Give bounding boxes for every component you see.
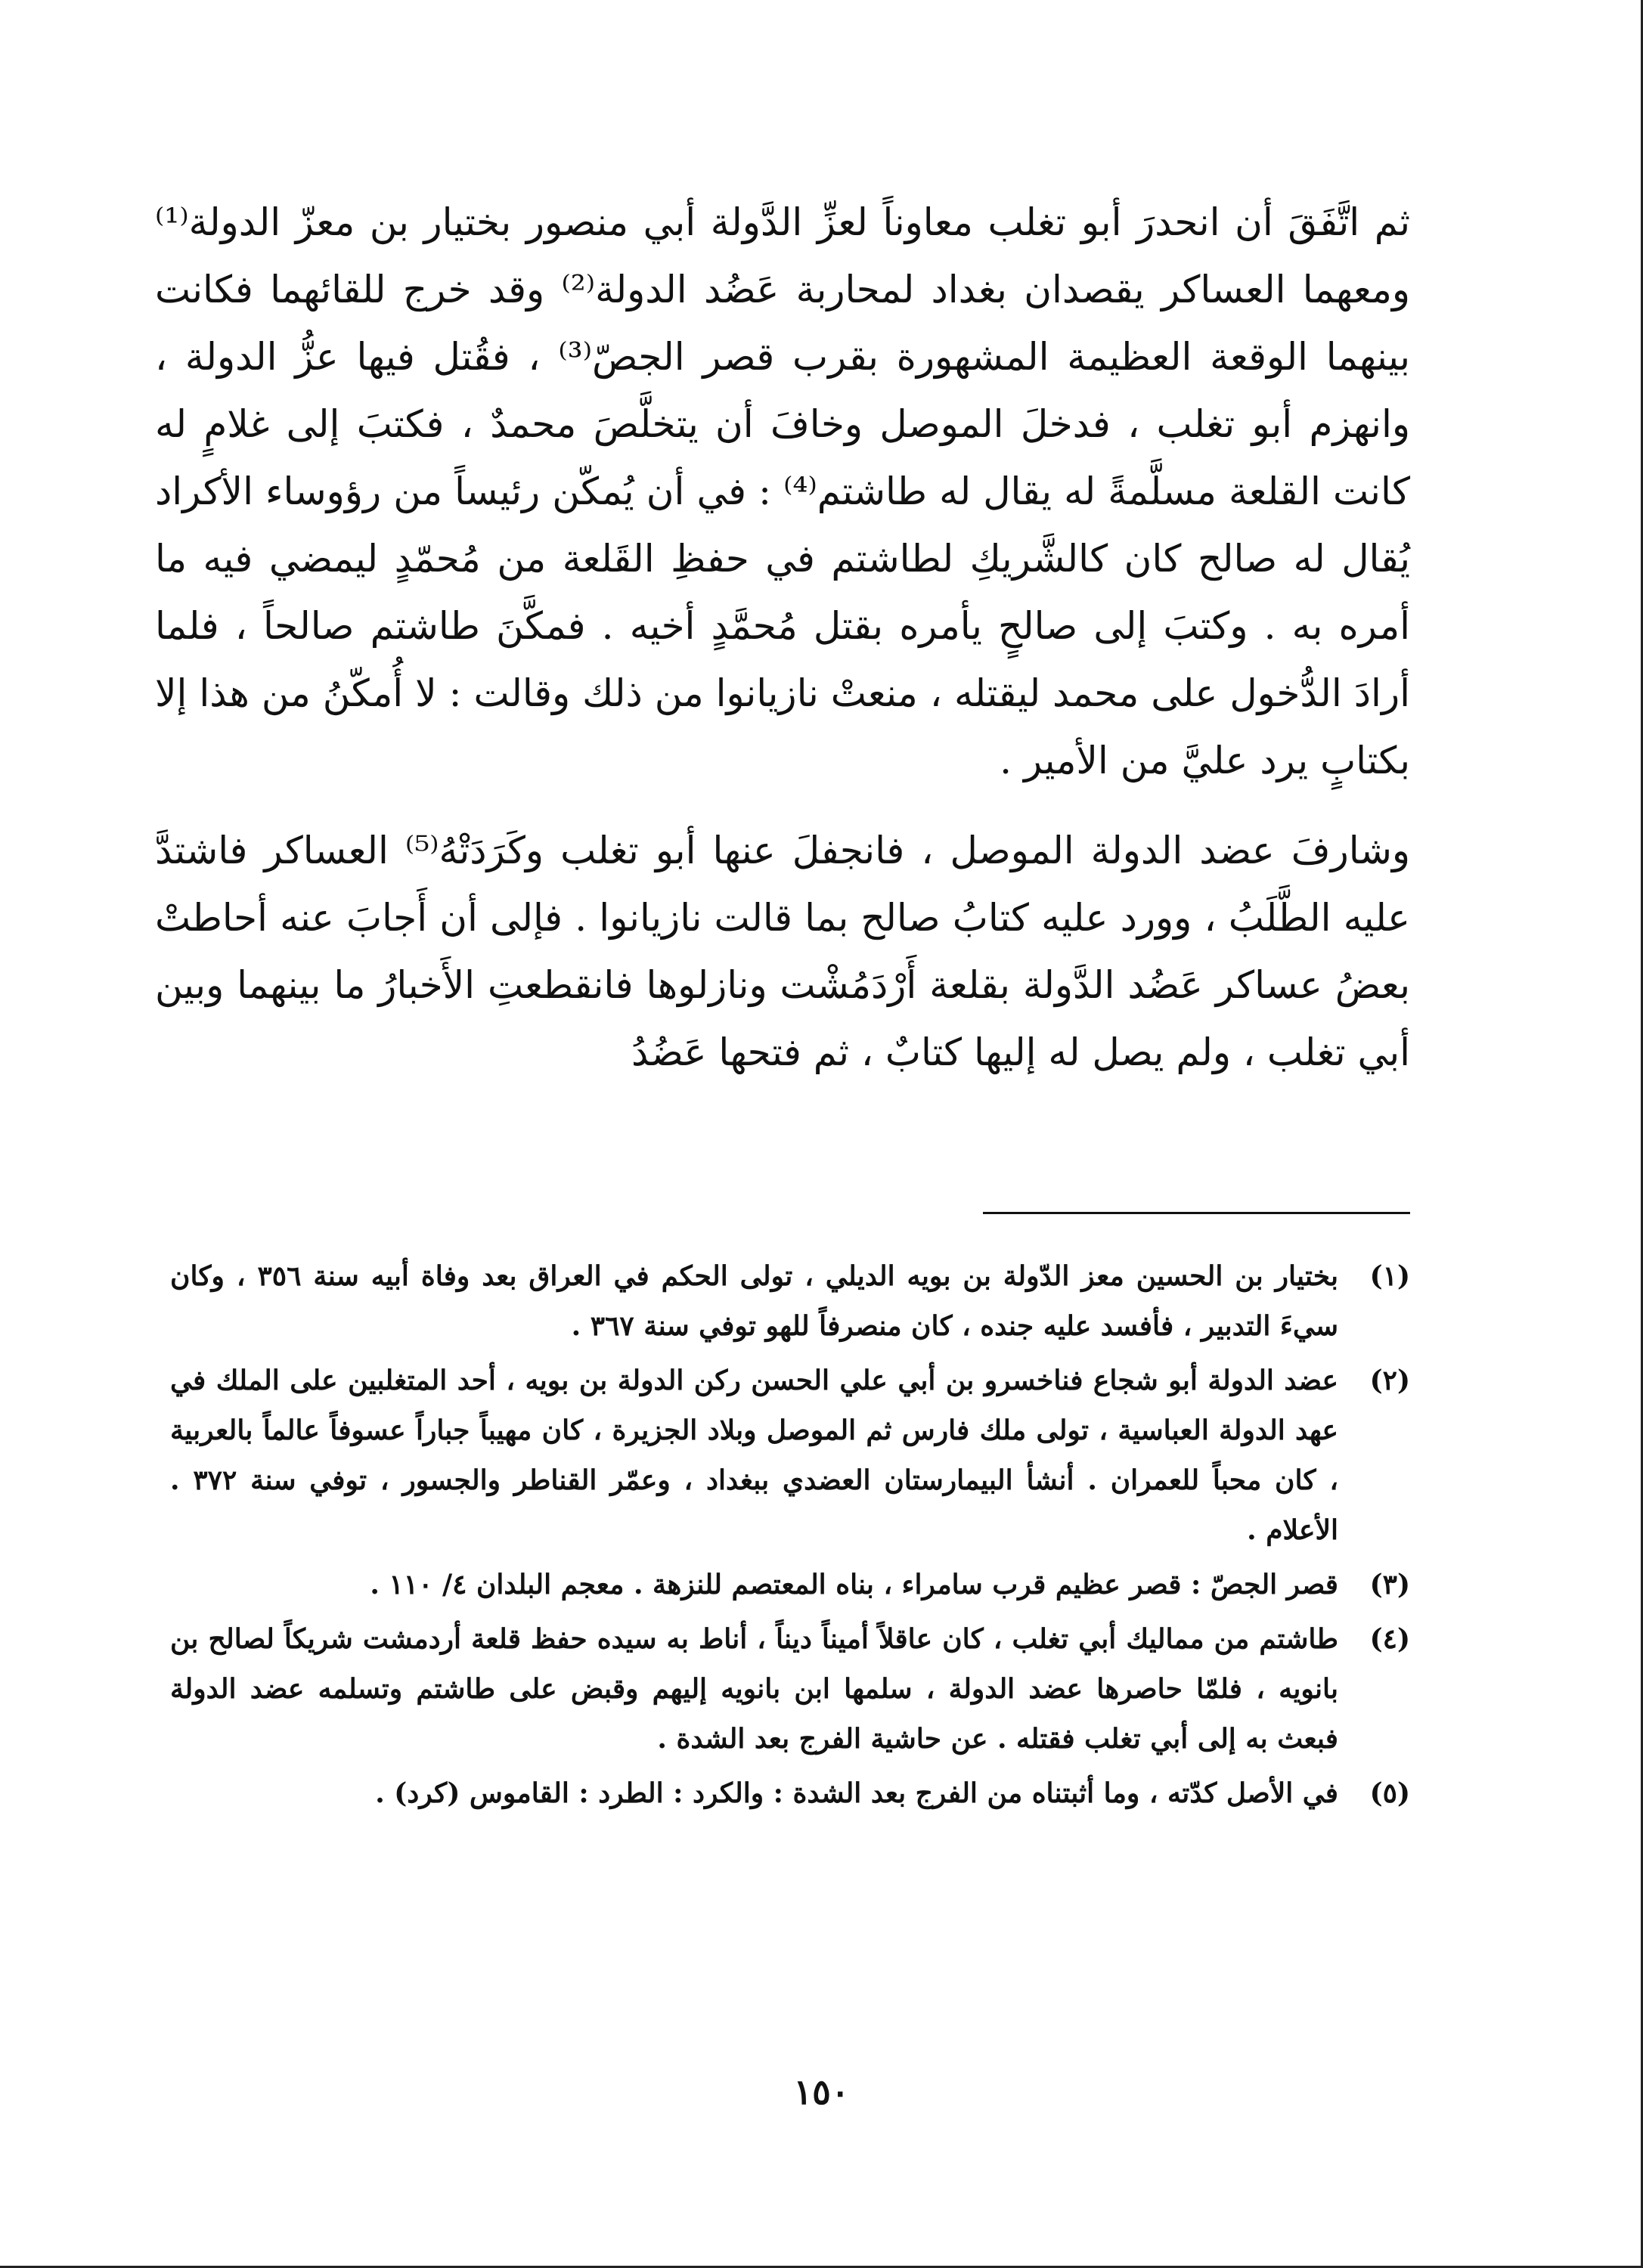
- main-paragraph-2: وشارفَ عضد الدولة الموصل ، فانجفلَ عنها أبو تغلب وكَرَدَتْهُ⁽⁵⁾ العساكر فاشتدَّ عليه الطَّلَبُ ، وورد عليه كتابُ صالح بما قالت نازيانوا . فإلى أن أَجابَ عنه أحاطتْ بعضُ عساكر عَضُد الدَّولة بقلعة أَرْدَمُشْت ونازلوها فانقطعتِ الأَخبارُ ما بينهما وبين أبي تغلب ، ولم يصل له إليها كتابٌ ، ثم فتحها عَضُدُ: [155, 829, 1410, 1074]
- page-number: ١٥٠: [793, 2071, 850, 2112]
- footnote-number: (٤): [1369, 1623, 1410, 1655]
- footnotes: [170, 1251, 1410, 1823]
- footnote-text: قصر الجصّ : قصر عظيم قرب سامراء ، بناه المعتصم للنزهة . معجم البلدان ٤/ ١١٠ .: [370, 1569, 1338, 1600]
- footnote-text: في الأصل كدّته ، وما أثبتناه من الفرج بعد الشدة : والكرد : الطرد : القاموس (كرد) .: [375, 1777, 1338, 1809]
- footnote-number: (١): [1369, 1260, 1410, 1292]
- footnote-text: عضد الدولة أبو شجاع فناخسرو بن أبي علي الحسن ركن الدولة بن بويه ، أحد المتغلبين على الملك في عهد الدولة العباسية ، تولى ملك فارس ثم الموصل وبلاد الجزيرة ، كان مهيباً جباراً عسوفاً عالماً بالعربية ، كان محباً للعمران . أنشأ البيمارستان العضدي ببغداد ، وعمّر القناطر والجسور ، توفي سنة ٣٧٢ . الأعلام .: [170, 1365, 1338, 1546]
- footnote-3: [170, 1560, 1410, 1610]
- main-text: [155, 189, 1410, 1086]
- footnote-number: (٢): [1369, 1365, 1410, 1396]
- main-paragraph-1: ثم اتَّفَقَ أن انحدرَ أبو تغلب معاوناً لعزِّ الدَّولة أبي منصور بختيار بن معزّ الدولة⁽¹⁾ ومعهما العساكر يقصدان بغداد لمحاربة عَضُد الدولة⁽²⁾ وقد خرج للقائهما فكانت بينهما الوقعة العظيمة المشهورة بقرب قصر الجصّ⁽³⁾ ، فقُتل فيها عزُّ الدولة ، وانهزم أبو تغلب ، فدخلَ الموصل وخافَ أن يتخلَّصَ محمدٌ ، فكتبَ إلى غلامٍ له كانت القلعة مسلَّمةً له يقال له طاشتم⁽⁴⁾ : في أن يُمكّن رئيساً من رؤوساء الأكراد يُقال له صالح كان كالشَّريكِ لطاشتم في حفظِ القَلعة من مُحمّدٍ ليمضي فيه ما أمره به . وكتبَ إلى صالحٍ يأمره بقتل مُحمَّدٍ أخيه . فمكَّنَ طاشتم صالحاً ، فلما أرادَ الدُّخول على محمد ليقتله ، منعتْ نازيانوا من ذلك وقالت : لا أُمكّنُ من هذا إلا بكتابٍ يرد عليَّ من الأمير .: [155, 200, 1410, 782]
- footnote-5: [170, 1768, 1410, 1818]
- footnote-4: [170, 1614, 1410, 1764]
- footnote-2: [170, 1356, 1410, 1555]
- footnote-separator: [983, 1212, 1410, 1214]
- footnote-text: طاشتم من مماليك أبي تغلب ، كان عاقلاً أميناً ديناً ، أناط به سيده حفظ قلعة أردمشت شريكاً لصالح بن بانويه ، فلمّا حاصرها عضد الدولة ، سلمها ابن بانويه إليهم وقبض على طاشتم وتسلمه عضد الدولة فبعث به إلى أبي تغلب فقتله . عن حاشية الفرج بعد الشدة .: [170, 1623, 1338, 1755]
- footnote-number: (٣): [1369, 1569, 1410, 1600]
- footnote-1: [170, 1251, 1410, 1351]
- footnote-number: (٥): [1369, 1777, 1410, 1809]
- footnote-text: بختيار بن الحسين معز الدّولة بن بويه الديلي ، تولى الحكم في العراق بعد وفاة أبيه سنة ٣٥٦ ، وكان سيءَ التدبير ، فأفسد عليه جنده ، كان منصرفاً للهو توفي سنة ٣٦٧ .: [170, 1260, 1338, 1342]
